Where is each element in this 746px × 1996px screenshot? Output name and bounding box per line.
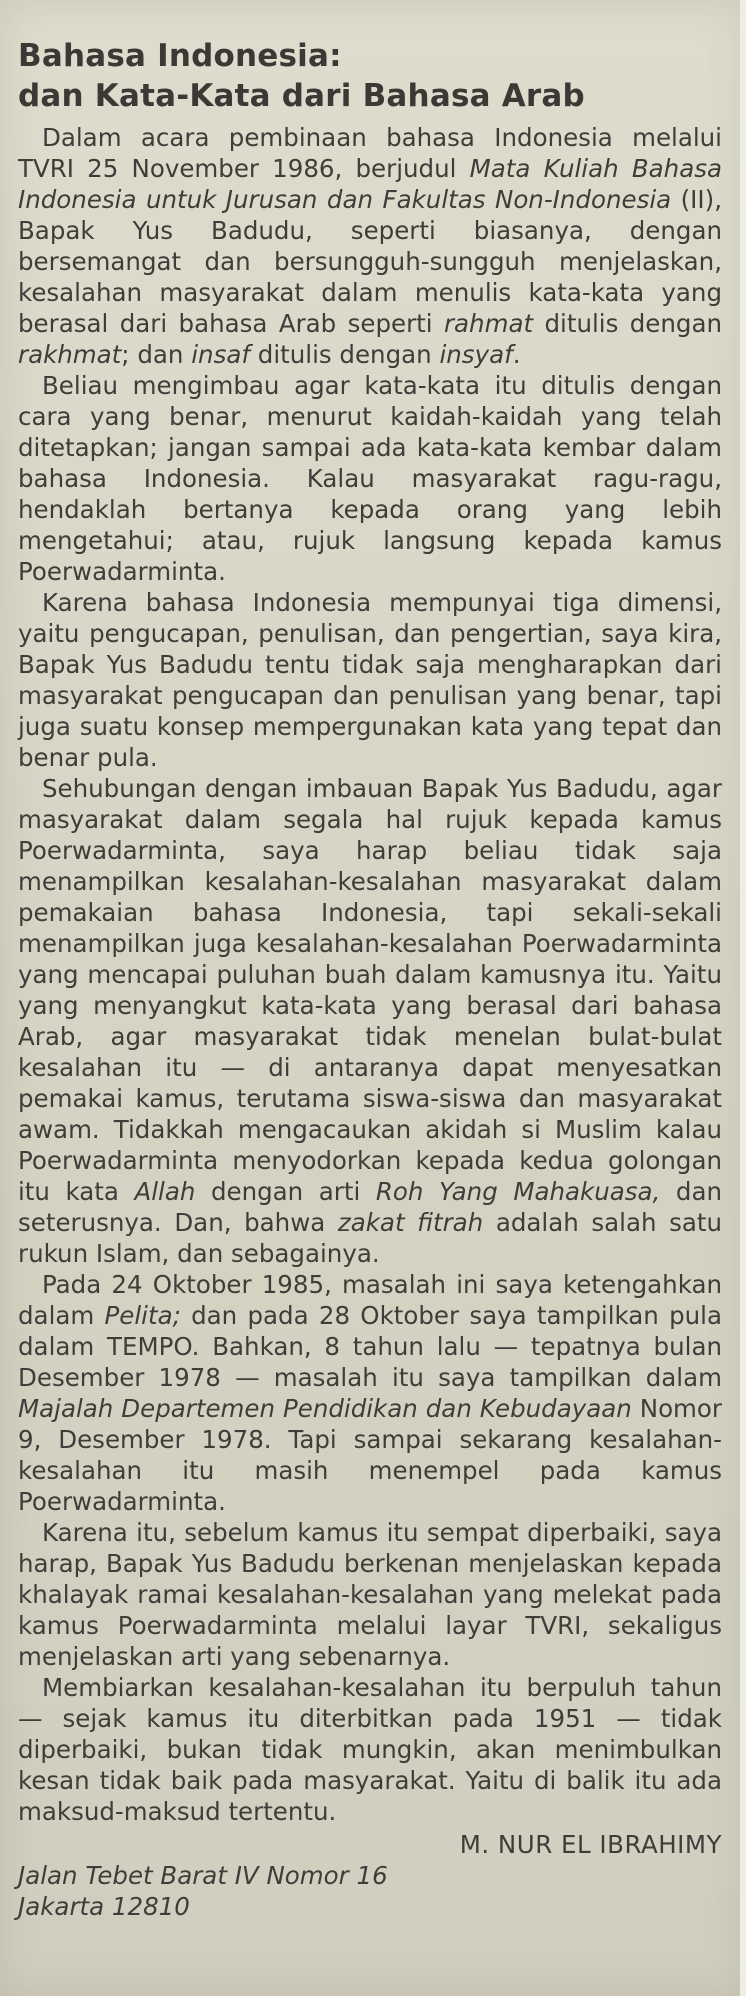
text-run: . (512, 340, 521, 369)
author-name: M. NUR EL IBRAHIMY (459, 1830, 722, 1859)
article-title (18, 36, 722, 116)
italic-text: rakhmat (18, 340, 122, 369)
italic-text: zakat fitrah (337, 1208, 484, 1237)
author-address-line-1: Jalan Tebet Barat IV Nomor 16 (18, 1861, 388, 1890)
text-run: Beliau mengimbau agar kata-kata itu ditulis dengan cara yang benar, menurut kaidah-kaidah yang telah ditetapkan; jangan sampai ada kata-kata kembar dalam bahasa Indonesia. Kalau masyarakat ragu-ragu, hendaklah bertanya kepada orang yang lebih mengetahui; atau, rujuk langsung kepada kamus Poerwadarminta. (18, 371, 722, 586)
text-run: Membiarkan kesalahan-kesalahan itu berpuluh tahun — sejak kamus itu diterbitkan pada 1951 — tidak diperbaiki, bukan tidak mungkin, akan menimbulkan kesan tidak baik pada masyarakat. Yaitu di balik itu ada maksud-maksud tertentu. (18, 1673, 722, 1826)
text-run: dengan arti (195, 1177, 376, 1206)
paragraph-5 (18, 1269, 722, 1517)
italic-text: rahmat (443, 309, 534, 338)
title-line-1: Bahasa Indonesia: (18, 38, 342, 74)
italic-text: insyaf (439, 340, 513, 369)
paragraph-4 (18, 773, 722, 1269)
text-run: Karena itu, sebelum kamus itu sempat diperbaiki, saya harap, Bapak Yus Badudu berkenan menjelaskan kepada khalayak ramai kesalahan-kesalahan yang melekat pada kamus Poerwadarminta melalui layar TVRI, sekaligus menjelaskan arti yang sebenarnya. (18, 1518, 722, 1671)
clipping-edge (740, 0, 746, 1996)
text-run: ; dan (121, 340, 192, 369)
text-run: (II), Bapak Yus Badudu, seperti biasanya, dengan bersemangat dan bersungguh-sungguh menjelaskan, kesalahan masyarakat dalam menulis kata-kata yang berasal dari bahasa Arab seperti (18, 185, 722, 338)
paragraph-7 (18, 1672, 722, 1827)
article-body (18, 122, 722, 1827)
text-run: Pada 24 Oktober 1985, masalah ini saya ketengahkan dalam (18, 1270, 722, 1330)
author-address-line-2: Jakarta 12810 (18, 1892, 190, 1921)
italic-text: Allah (134, 1177, 196, 1206)
italic-text: insaf (191, 340, 250, 369)
paragraph-1 (18, 122, 722, 370)
text-run: Nomor 9, Desember 1978. Tapi sampai sekarang kesalahan-kesalahan itu masih menempel pada kamus Poerwadarminta. (18, 1394, 722, 1516)
text-run: Sehubungan dengan imbauan Bapak Yus Badudu, agar masyarakat dalam segala hal rujuk kepada kamus Poerwadarminta, saya harap beliau tidak saja menampilkan kesalahan-kesalahan masyarakat dalam pemakaian bahasa Indonesia, tapi sekali-sekali menampilkan juga kesalahan-kesalahan Poerwadarminta yang mencapai puluhan buah dalam kamusnya itu. Yaitu yang menyangkut kata-kata yang berasal dari bahasa Arab, agar masyarakat tidak menelan bulat-bulat kesalahan itu — di antaranya dapat menyesatkan pemakai kamus, terutama siswa-siswa dan masyarakat awam. Tidakkah mengacaukan akidah si Muslim kalau Poerwadarminta menyodorkan kepada kedua golongan itu kata (18, 774, 722, 1206)
italic-text: Roh Yang Mahakuasa, (375, 1177, 661, 1206)
text-run: Karena bahasa Indonesia mempunyai tiga dimensi, yaitu pengucapan, penulisan, dan pengertian, saya kira, Bapak Yus Badudu tentu tidak saja mengharapkan dari masyarakat pengucapan dan penulisan yang benar, tapi juga suatu konsep mempergunakan kata yang tepat dan benar pula. (18, 588, 722, 772)
text-run: dan seterusnya. Dan, bahwa (18, 1177, 722, 1237)
text-run: ditulis dengan (533, 309, 722, 338)
text-run: ditulis dengan (249, 340, 440, 369)
title-line-2: dan Kata-Kata dari Bahasa Arab (18, 78, 585, 114)
paragraph-3 (18, 587, 722, 773)
paragraph-2 (18, 370, 722, 587)
letter-article (18, 36, 722, 1922)
text-run: Dalam acara pembinaan bahasa Indonesia melalui TVRI 25 November 1986, berjudul (18, 123, 722, 183)
italic-text: Majalah Departemen Pendidikan dan Kebudayaan (18, 1394, 632, 1423)
text-run: adalah salah satu rukun Islam, dan sebagainya. (18, 1208, 722, 1268)
paragraph-6 (18, 1517, 722, 1672)
italic-text: Mata Kuliah Bahasa Indonesia untuk Jurusan dan Fakultas Non-Indonesia (18, 154, 722, 214)
italic-text: Pelita; (104, 1301, 181, 1330)
text-run: dan pada 28 Oktober saya tampilkan pula dalam TEMPO. Bahkan, 8 tahun lalu — tepatnya bulan Desember 1978 — masalah itu saya tampilkan dalam (18, 1301, 722, 1392)
